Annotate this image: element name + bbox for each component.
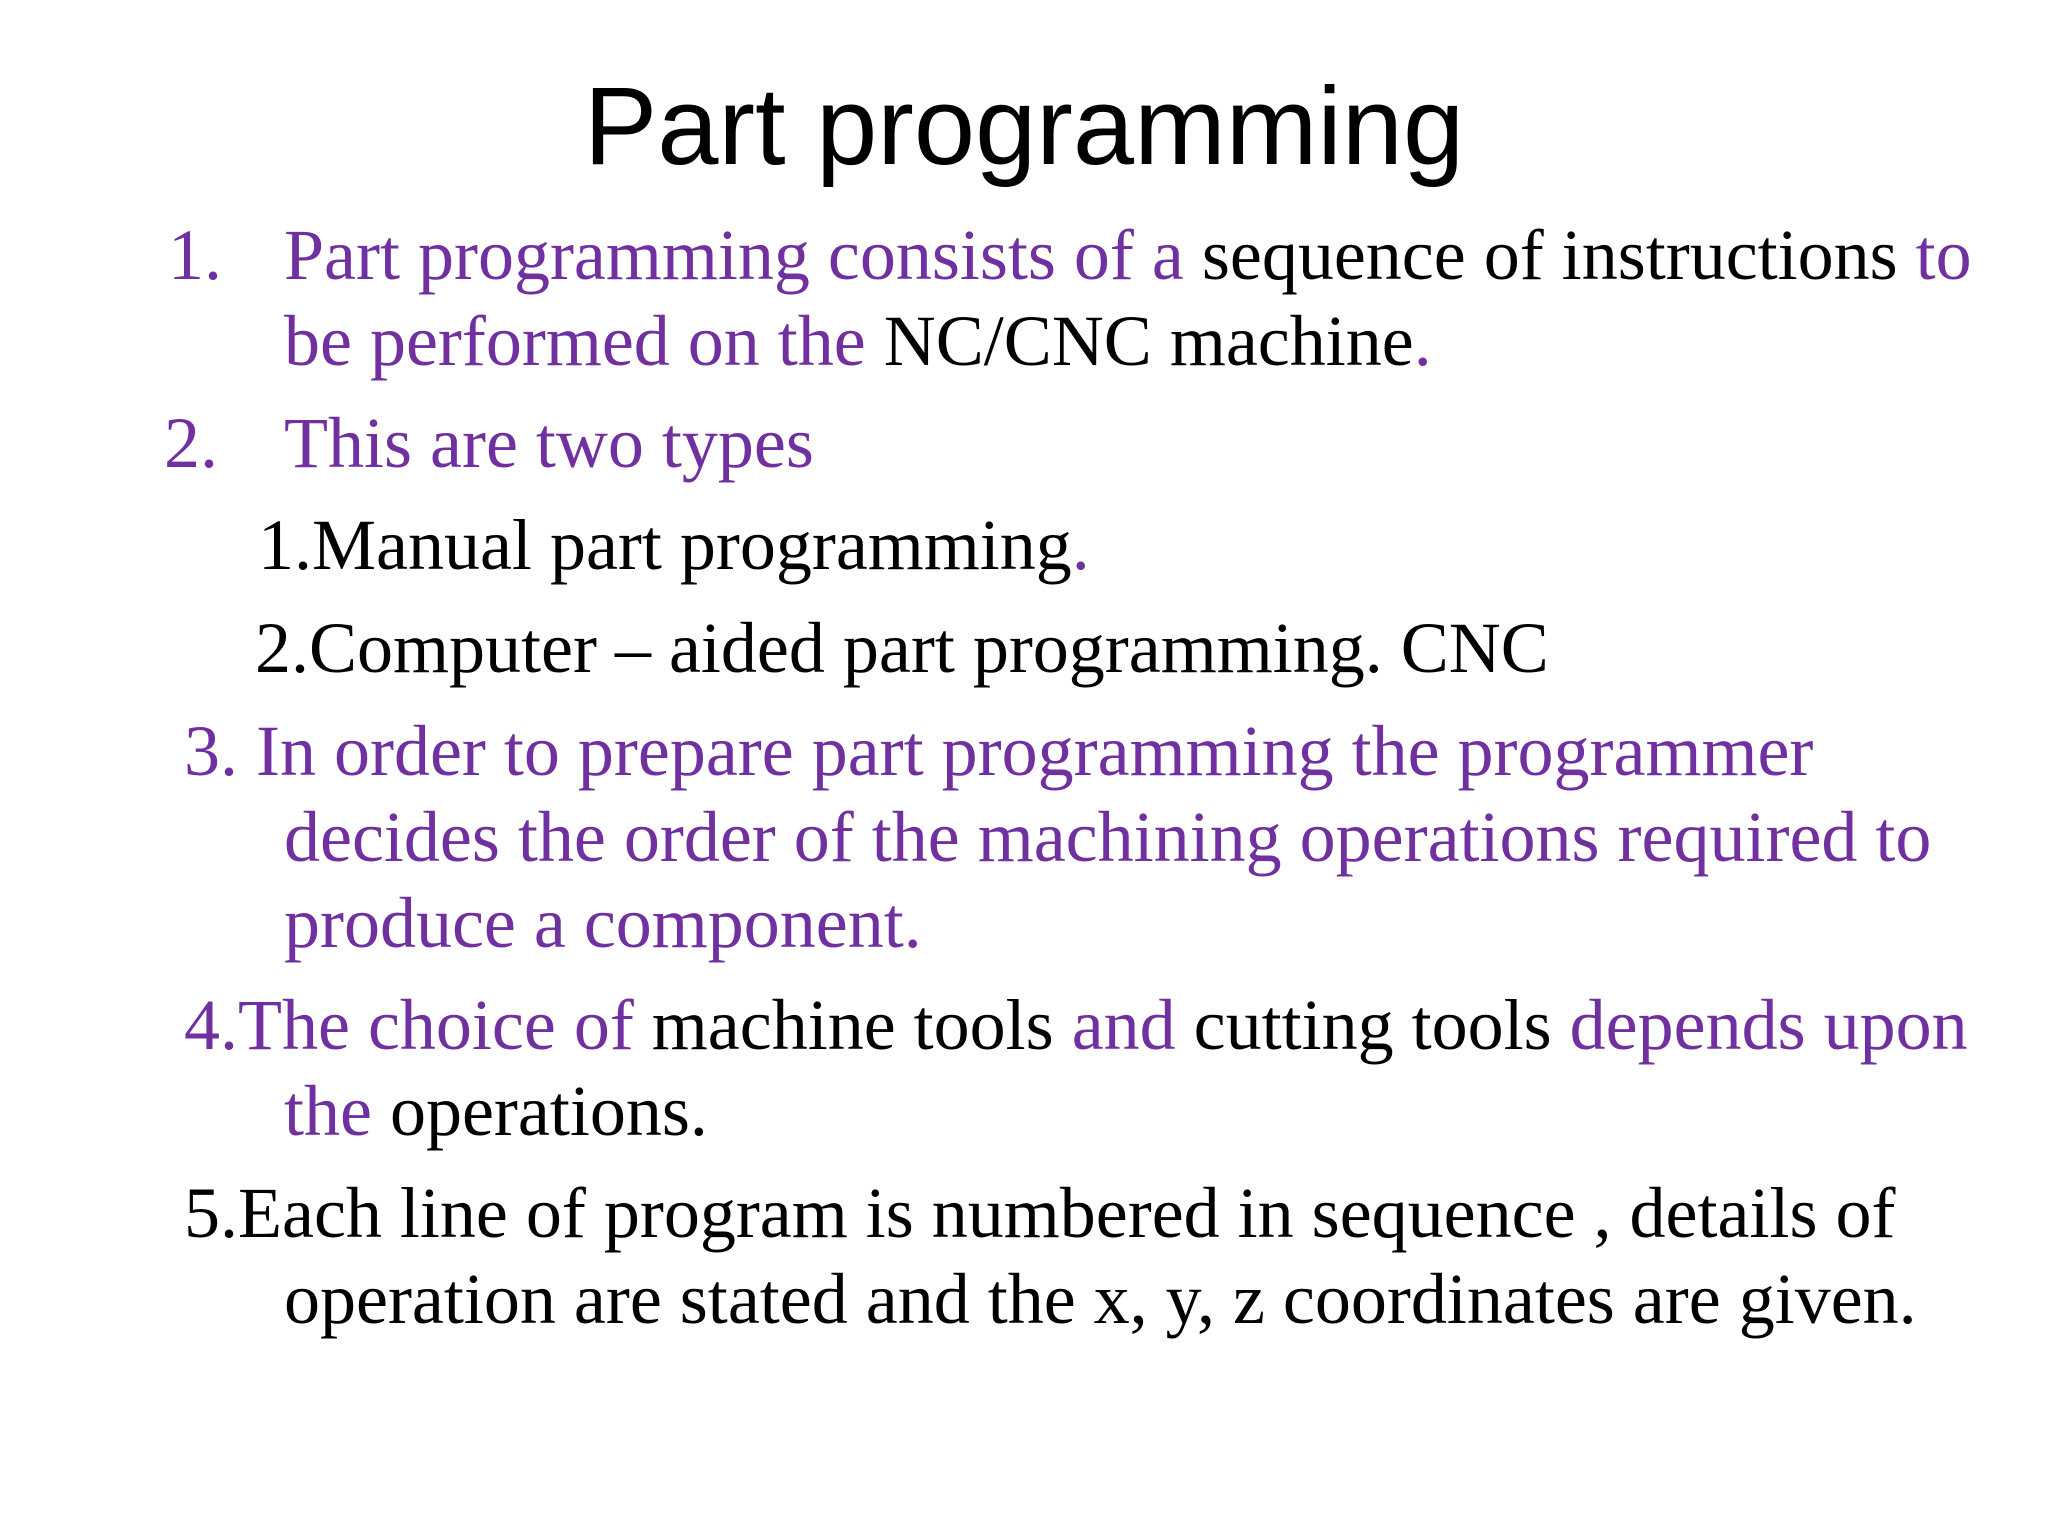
item-3-line-1 bbox=[184, 708, 1813, 794]
item-5-line-2 bbox=[284, 1256, 1917, 1342]
item-1-line-1 bbox=[284, 212, 1972, 298]
subitem-manual bbox=[258, 502, 1090, 588]
item-3-text-part: 3. In order to prepare part programming the programmer bbox=[184, 711, 1814, 791]
item-4-line-2 bbox=[284, 1068, 708, 1154]
item-5-text-part: 5.Each line of program is numbered in sequence , details of bbox=[184, 1173, 1896, 1253]
item-1-text-part: to bbox=[1915, 215, 1972, 295]
item-3-text-part: decides the order of the machining operations required to bbox=[284, 797, 1932, 877]
item-1-text-part: NC/CNC machine bbox=[883, 301, 1414, 381]
subitem-computer-aided-text: 2.Computer – aided part programming. CNC bbox=[255, 608, 1549, 688]
item-1-text-part: . bbox=[1413, 301, 1432, 381]
item-2-text-part: This are two types bbox=[284, 403, 814, 483]
item-1-text-part: sequence of instructions bbox=[1201, 215, 1916, 295]
item-1-number: 1. bbox=[168, 215, 222, 295]
item-4-text-part: cutting tools bbox=[1193, 985, 1570, 1065]
item-4-text-part: 4.The choice of bbox=[184, 985, 652, 1065]
subitem-manual-text: 1.Manual part programming bbox=[258, 505, 1072, 585]
item-4-line-1 bbox=[184, 982, 1968, 1068]
slide-title: Part programming bbox=[583, 65, 1465, 188]
item-3-text-part: produce a component. bbox=[284, 883, 922, 963]
item-4-text-part: operations. bbox=[389, 1071, 708, 1151]
item-4-text-part: depends upon bbox=[1569, 985, 1968, 1065]
subitem-manual-period: . bbox=[1071, 505, 1090, 585]
item-4-text-part: the bbox=[284, 1071, 390, 1151]
item-4-text-part: machine tools bbox=[651, 985, 1072, 1065]
item-1-text-part: Part programming consists of a bbox=[284, 215, 1202, 295]
item-1-text-part: be performed on the bbox=[284, 301, 884, 381]
item-2-line-1 bbox=[284, 400, 814, 486]
item-3-line-3 bbox=[284, 880, 922, 966]
item-3-line-2 bbox=[284, 794, 1931, 880]
subitem-computer-aided bbox=[255, 605, 1549, 691]
item-5-text-part: operation are stated and the x, y, z coordinates are given. bbox=[284, 1259, 1917, 1339]
item-5-line-1 bbox=[184, 1170, 1895, 1256]
item-1-line-2 bbox=[284, 298, 1432, 384]
item-4-text-part: and bbox=[1071, 985, 1194, 1065]
item-2-number: 2. bbox=[164, 403, 218, 483]
